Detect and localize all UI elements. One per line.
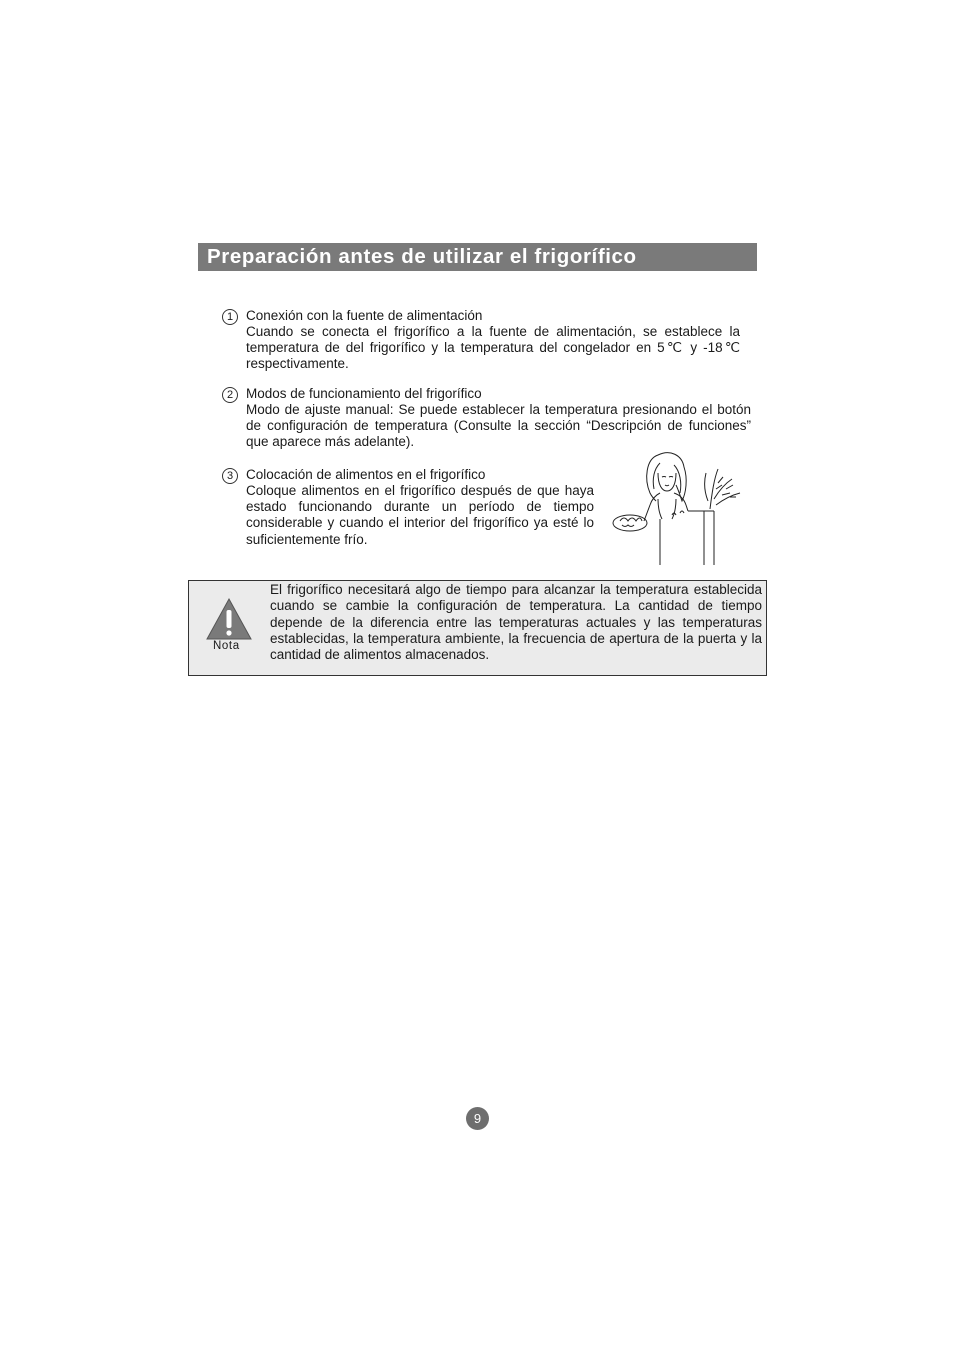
note-label: Nota xyxy=(213,640,240,652)
item-number-badge: 2 xyxy=(222,387,238,403)
warning-triangle-icon xyxy=(205,597,253,641)
woman-with-food-plate-illustration xyxy=(610,449,750,567)
page-number-badge: 9 xyxy=(466,1107,489,1130)
note-text: El frigorífico necesitará algo de tiempo para alcanzar la temperatura establecida cuando se cambie la configuración de temperatura. La cantidad de tiempo depende de la diferencia entre las temperaturas actuales y las temperaturas establecidas, la temperatura ambiente, la frecuencia de apertura de la puerta y la cantidad de alimentos almacenados. xyxy=(270,582,762,663)
item-body: Coloque alimentos en el frigorífico después de que haya estado funcionando durante un período de tiempo considerable y cuando el interior del frigorífico ya esté lo suficientemente frío. xyxy=(246,483,594,547)
item-heading: Modos de funcionamiento del frigorífico xyxy=(246,386,482,401)
item-heading: Conexión con la fuente de alimentación xyxy=(246,308,483,323)
item-number-badge: 3 xyxy=(222,468,238,484)
item-number-badge: 1 xyxy=(222,309,238,325)
item-heading: Colocación de alimentos en el frigorífico xyxy=(246,467,486,482)
note-box xyxy=(188,580,767,676)
section-title: Preparación antes de utilizar el frigorífico xyxy=(207,245,637,268)
item-body: Cuando se conecta el frigorífico a la fuente de alimentación, se establece la temperatura de del frigorífico y la temperatura del congelador en 5℃ y -18℃ respectivamente. xyxy=(246,324,740,372)
item-body: Modo de ajuste manual: Se puede establecer la temperatura presionando el botón de configuración de temperatura (Consulte la sección “Descripción de funciones” que aparece más adelante). xyxy=(246,402,751,450)
section-title-bar xyxy=(198,243,757,271)
